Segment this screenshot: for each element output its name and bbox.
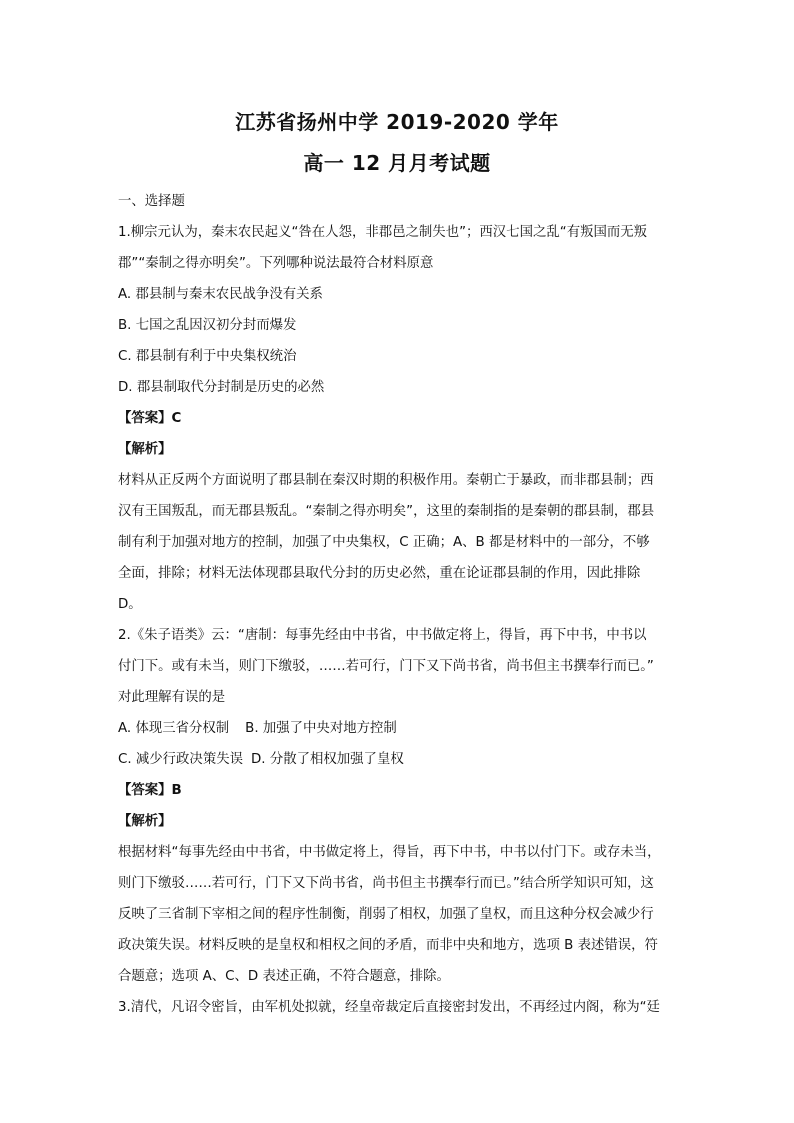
q2-analysis-line: 根据材料“每事先经由中书省，中书做定将上，得旨，再下中书，中书以付门下。或存未当， [118, 845, 661, 860]
q1-option-a: A. 郡县制与秦末农民战争没有关系 [118, 287, 323, 302]
q2-analysis-line: 反映了三省制下宰相之间的程序性制衡，削弱了相权，加强了皇权，而且这种分权会减少行 [118, 907, 654, 922]
q1-analysis-line: 制有利于加强对地方的控制，加强了中央集权，C 正确；A、B 都是材料中的一部分，不够 [118, 535, 650, 550]
document-subtitle: 高一 12 月月考试题 [303, 151, 491, 175]
q2-analysis-line: 合题意；选项 A、C、D 表述正确，不符合题意，排除。 [118, 969, 450, 984]
q2-option-d: D. 分散了相权加强了皇权 [251, 752, 404, 767]
q2-answer: 【答案】B [118, 783, 182, 798]
q2-stem-line: 2.《朱子语类》云：“唐制：每事先经由中书省，中书做定将上，得旨，再下中书，中书以 [118, 628, 647, 643]
q1-analysis-line: 全面，排除；材料无法体现郡县取代分封的历史必然，重在论证郡县制的作用，因此排除 [118, 566, 641, 581]
q1-stem-line: 1.柳宗元认为，秦末农民起义“咎在人怨，非郡邑之制失也”；西汉七国之乱“有叛国而无叛 [118, 225, 648, 240]
q1-analysis-line: 汉有王国叛乱，而无郡县叛乱。“秦制之得亦明矣”，这里的秦制指的是秦朝的郡县制，郡县 [118, 504, 655, 519]
q2-option-c: C. 减少行政决策失误 [118, 752, 243, 767]
section-heading: 一、选择题 [118, 194, 185, 209]
q3-stem-line: 3.清代，凡诏令密旨，由军机处拟就，经皇帝裁定后直接密封发出，不再经过内阁，称为“廷 [118, 1000, 660, 1015]
q2-options-row [118, 744, 678, 775]
q2-analysis-label: 【解析】 [118, 814, 172, 829]
q2-stem-line: 对此理解有误的是 [118, 690, 226, 705]
document-title: 江苏省扬州中学 2019-2020 学年 [235, 110, 559, 134]
q2-analysis-line: 则门下缴驳……若可行，门下又下尚书省，尚书但主书撰奉行而已。”结合所学知识可知，这 [118, 876, 654, 891]
q1-stem-line: 郡”“秦制之得亦明矣”。下列哪种说法最符合材料原意 [118, 256, 434, 271]
q1-analysis-label: 【解析】 [118, 442, 172, 457]
q1-option-b: B. 七国之乱因汉初分封而爆发 [118, 318, 297, 333]
q1-option-d: D. 郡县制取代分封制是历史的必然 [118, 380, 325, 395]
q2-options-row [118, 713, 678, 744]
q2-option-b: B. 加强了中央对地方控制 [245, 721, 397, 736]
q2-analysis-line: 政决策失误。材料反映的是皇权和相权之间的矛盾，而非中央和地方，选项 B 表述错误，符 [118, 938, 658, 953]
q1-analysis-line: D。 [118, 597, 142, 612]
q1-answer: 【答案】C [118, 411, 182, 426]
q2-option-a: A. 体现三省分权制 [118, 721, 230, 736]
q1-option-c: C. 郡县制有利于中央集权统治 [118, 349, 297, 364]
q1-analysis-line: 材料从正反两个方面说明了郡县制在秦汉时期的积极作用。秦朝亡于暴政，而非郡县制；西 [118, 473, 654, 488]
q2-stem-line: 付门下。或有未当，则门下缴驳，……若可行，门下又下尚书省，尚书但主书撰奉行而已。” [118, 659, 654, 674]
document-body [118, 186, 678, 1023]
